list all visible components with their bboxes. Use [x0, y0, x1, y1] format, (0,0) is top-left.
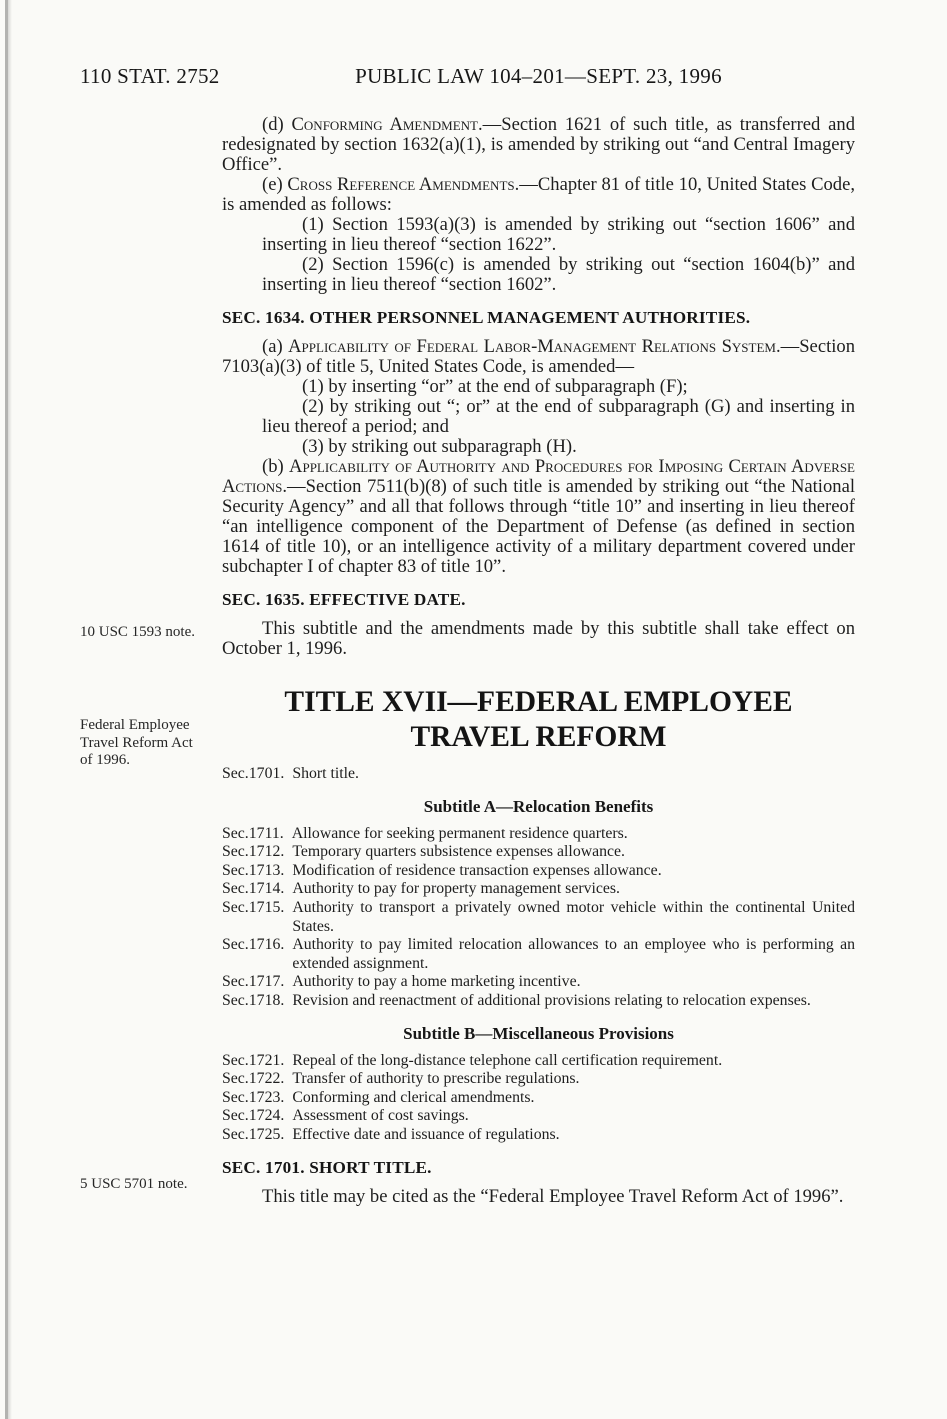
toc-entry-number: 1724. — [248, 1107, 285, 1125]
toc-entry-label — [222, 936, 284, 973]
sub-paragraph — [262, 377, 855, 397]
title-heading-line: TITLE XVII—FEDERAL EMPLOYEE — [284, 686, 793, 718]
toc-entry-sec: Sec. — [222, 843, 249, 861]
toc-entry-text: Authority to pay limited relocation allowances to an employee who is performing an extended assignment. — [292, 936, 855, 972]
toc-entry-sec: Sec. — [222, 824, 249, 842]
toc-entry-sec: Sec. — [222, 1107, 249, 1125]
title-heading — [222, 685, 855, 755]
body-text: (3) by striking out subparagraph (H). — [302, 436, 577, 457]
toc-entry-sec: Sec. — [222, 973, 249, 991]
toc-entry-label — [222, 1107, 284, 1126]
toc-entry-label — [222, 825, 284, 844]
smallcaps-text: Cross Reference Amendments. — [287, 174, 520, 195]
toc-entry-number: 1712. — [248, 843, 285, 861]
toc-entry-sec: Sec. — [222, 936, 249, 954]
toc-entry-text: Repeal of the long-distance telephone call certification requirement. — [292, 1051, 723, 1069]
running-head — [0, 64, 947, 90]
toc-entry-number: 1714. — [248, 880, 285, 898]
toc-entry — [222, 992, 855, 1011]
body-text: This title may be cited as the “Federal Employee Travel Reform Act of 1996”. — [262, 1185, 844, 1207]
toc-entry-label — [222, 1089, 284, 1108]
toc-entry-sec: Sec. — [222, 1051, 249, 1069]
body-text: —Section 7511(b)(8) of such title is amended by striking out “the National Security Agency” and all that follows through “title 10” and inserting in lieu thereof “an intelligence component of the Department of Defense (as defined in section 1614 of title 10), or an intelligence activity of a military department covered under subchapter I of chapter 83 of title 10”. — [222, 476, 855, 577]
toc-entry-text: Assessment of cost savings. — [292, 1107, 469, 1125]
toc-entry-text: Effective date and issuance of regulations. — [292, 1125, 560, 1143]
paragraph — [222, 337, 855, 377]
margin-note: 5 USC 5701 note. — [80, 1176, 188, 1192]
table-of-contents — [222, 1052, 855, 1145]
paragraph — [222, 115, 855, 175]
toc-entry-sec: Sec. — [222, 991, 249, 1009]
toc-entry-text: Revision and reenactment of additional provisions relating to relocation expenses. — [292, 991, 811, 1009]
paragraph — [222, 1187, 855, 1207]
stat-page-number: 110 STAT. 2752 — [80, 64, 220, 88]
toc-entry-number: 1721. — [248, 1051, 285, 1069]
smallcaps-text: Applicability of Federal Labor-Management Relations System. — [288, 336, 781, 357]
toc-entry-label — [222, 1126, 284, 1145]
body-text: This subtitle and the amendments made by this subtitle shall take effect on October 1, 1996. — [222, 618, 855, 659]
body-text: —Section 7103(a)(3) of title 5, United States Code, is amended— — [222, 336, 855, 377]
title-heading-line: TRAVEL REFORM — [410, 721, 667, 753]
toc-entry — [222, 1107, 855, 1126]
smallcaps-text: Applicability of Authority and Procedures for Imposing Certain Adverse Actions. — [222, 456, 855, 497]
toc-entry-text: Allowance for seeking permanent residence quarters. — [291, 824, 628, 842]
toc-entry — [222, 1052, 855, 1071]
toc-entry-number: 1718. — [248, 991, 285, 1009]
paragraph — [222, 619, 855, 659]
smallcaps-text: Conforming Amendment. — [291, 114, 483, 135]
toc-entry — [222, 1126, 855, 1145]
document-blocks — [222, 115, 855, 1207]
toc-entry-label — [222, 899, 284, 936]
body-text: —Chapter 81 of title 10, United States Code, is amended as follows: — [222, 174, 856, 215]
toc-entry-number: 1725. — [248, 1125, 285, 1143]
binding-gutter-shadow — [8, 0, 12, 1419]
toc-entry-number: 1722. — [248, 1070, 285, 1088]
toc-entry-number: 1723. — [248, 1088, 285, 1106]
toc-entry — [222, 880, 855, 899]
toc-entry-number: 1716. — [248, 936, 285, 954]
law-citation: PUBLIC LAW 104–201—SEPT. 23, 1996 — [355, 64, 722, 88]
toc-entry-label — [222, 880, 284, 899]
margin-note: 10 USC 1593 note. — [80, 624, 196, 640]
subtitle-heading: Subtitle A—Relocation Benefits — [423, 796, 654, 816]
section-heading: SEC. 1635. EFFECTIVE DATE. — [222, 590, 466, 609]
table-of-contents — [222, 825, 855, 1011]
toc-entry — [222, 936, 855, 973]
toc-entry — [222, 862, 855, 881]
toc-entry-sec: Sec. — [222, 765, 249, 782]
toc-entry-label — [222, 1052, 284, 1071]
body-text: (a) — [262, 336, 289, 357]
toc-entry — [222, 1070, 855, 1089]
toc-entry — [222, 843, 855, 862]
section-heading: SEC. 1701. SHORT TITLE. — [222, 1157, 432, 1177]
paragraph — [222, 175, 855, 215]
sub-paragraph — [262, 397, 855, 437]
body-text: —Section 1621 of such title, as transferred and redesignated by section 1632(a)(1), is amended by striking out “and Central Imagery Office”. — [222, 114, 855, 175]
toc-entry-sec: Sec. — [222, 1125, 249, 1143]
body-text: (1) Section 1593(a)(3) is amended by striking out “section 1606” and inserting in lieu thereof “section 1622”. — [262, 214, 855, 255]
toc-entry-label — [222, 843, 284, 862]
body-text: (e) — [262, 174, 288, 195]
toc-entry-sec: Sec. — [222, 898, 249, 916]
toc-entry-label — [222, 973, 284, 992]
body-text: (d) — [262, 114, 292, 135]
toc-entry-text: Conforming and clerical amendments. — [292, 1088, 535, 1106]
sub-paragraph — [262, 255, 855, 295]
toc-entry-label — [222, 765, 284, 784]
toc-entry-sec: Sec. — [222, 1070, 249, 1088]
toc-entry — [222, 765, 855, 784]
toc-entry-text: Modification of residence transaction expenses allowance. — [292, 861, 662, 879]
sub-paragraph — [262, 437, 855, 457]
toc-entry-text: Authority to transport a privately owned motor vehicle within the continental United States. — [292, 898, 855, 935]
toc-entry-number: 1711. — [248, 824, 284, 842]
toc-entry-text: Authority to pay for property management services. — [292, 880, 620, 898]
subtitle-heading: Subtitle B—Miscellaneous Provisions — [403, 1023, 674, 1043]
toc-entry — [222, 899, 855, 936]
toc-entry-text: Temporary quarters subsistence expenses allowance. — [292, 843, 626, 861]
sub-paragraph — [262, 215, 855, 255]
toc-entry-label — [222, 862, 284, 881]
paragraph — [222, 457, 855, 577]
toc-entry-sec: Sec. — [222, 1088, 249, 1106]
toc-entry — [222, 1089, 855, 1108]
section-heading: SEC. 1634. OTHER PERSONNEL MANAGEMENT AUTHORITIES. — [222, 308, 751, 327]
toc-entry-label — [222, 1070, 284, 1089]
toc-entry-text: Short title. — [292, 765, 360, 782]
table-of-contents — [222, 765, 855, 784]
toc-entry-number: 1701. — [248, 765, 285, 782]
toc-entry-text: Authority to pay a home marketing incentive. — [292, 973, 581, 991]
margin-note: Federal Employee Travel Reform Act of 1996. — [80, 717, 193, 768]
body-text: (2) Section 1596(c) is amended by striking out “section 1604(b)” and inserting in lieu thereof “section 1602”. — [262, 254, 855, 295]
body-text: (2) by striking out “; or” at the end of subparagraph (G) and inserting in lieu thereof a period; and — [262, 396, 855, 437]
toc-entry — [222, 825, 855, 844]
toc-entry-sec: Sec. — [222, 861, 249, 879]
toc-entry-number: 1715. — [248, 898, 285, 916]
body-text: (b) — [262, 456, 290, 477]
toc-entry-text: Transfer of authority to prescribe regulations. — [292, 1070, 580, 1088]
body-text: (1) by inserting “or” at the end of subparagraph (F); — [302, 376, 688, 397]
toc-entry — [222, 973, 855, 992]
toc-entry-sec: Sec. — [222, 880, 249, 898]
toc-entry-label — [222, 992, 284, 1011]
toc-entry-number: 1717. — [248, 973, 285, 991]
toc-entry-number: 1713. — [248, 861, 285, 879]
